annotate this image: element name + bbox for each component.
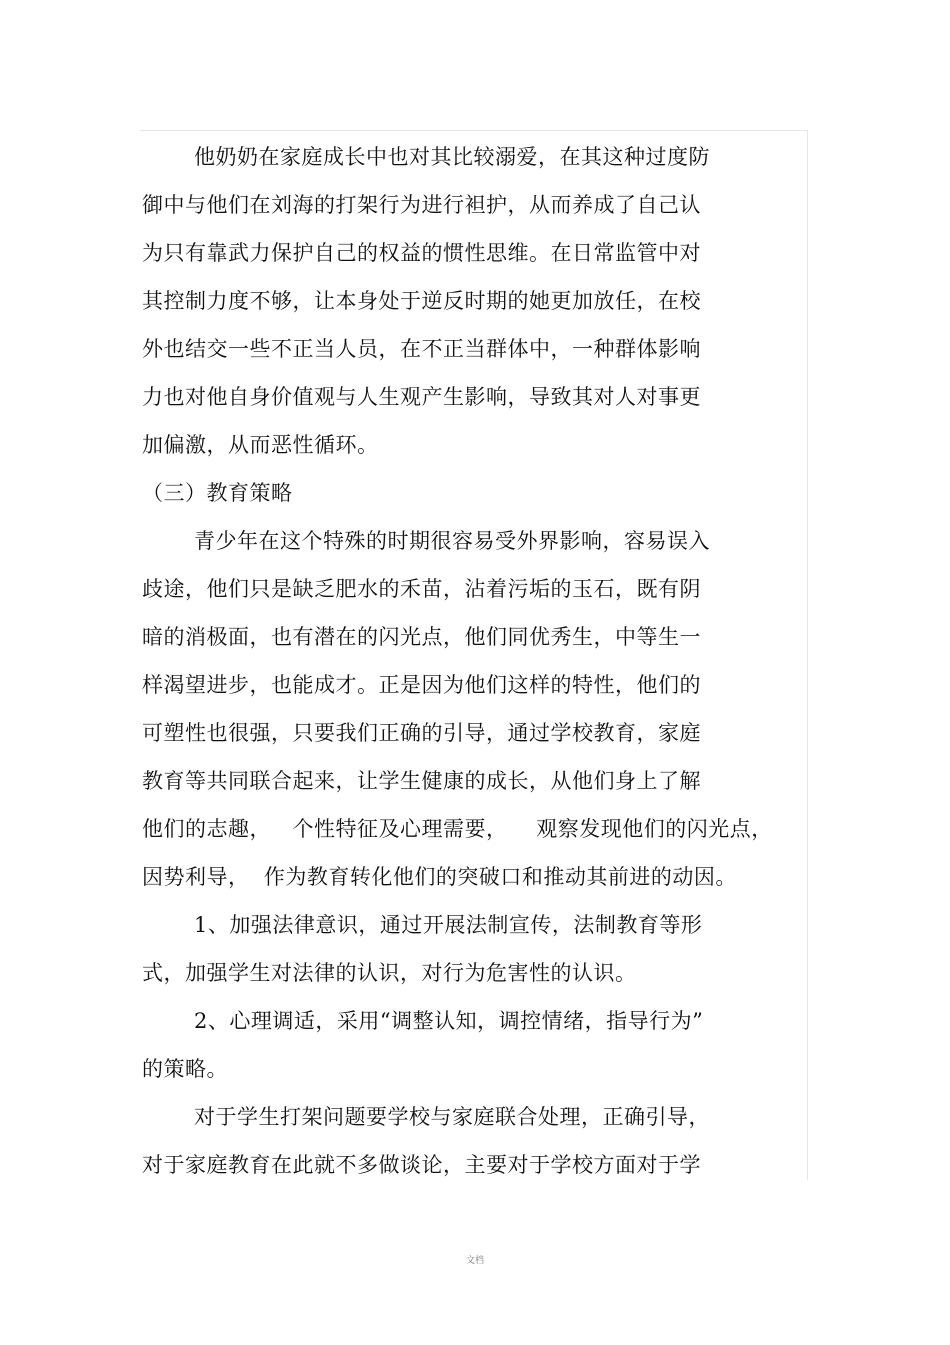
list-item: 2、心理调适，采用“调整认知，调控情绪，指导行为” (194, 1009, 704, 1033)
text-line: 为只有靠武力保护自己的权益的惯性思维。在日常监管中对 (142, 241, 701, 265)
text-line: 样渴望进步，也能成才。正是因为他们这样的特性，他们的 (142, 673, 701, 697)
text-line: 因势利导， 作为教育转化他们的突破口和推动其前进的动因。 (142, 865, 737, 889)
text-line: 力也对他自身价值观与人生观产生影响，导致其对人对事更 (142, 385, 701, 409)
text-line: 的策略。 (142, 1057, 228, 1081)
text-line: 加偏激，从而恶性循环。 (142, 433, 379, 457)
text-line: 可塑性也很强，只要我们正确的引导，通过学校教育，家庭 (142, 721, 701, 745)
text-line: 暗的消极面，也有潜在的闪光点，他们同优秀生，中等生一 (142, 625, 701, 649)
text-line: 其控制力度不够，让本身处于逆反时期的她更加放任，在校 (142, 289, 701, 313)
text-line: 他奶奶在家庭成长中也对其比较溺爱，在其这种过度防 (194, 145, 710, 169)
text-line: 御中与他们在刘海的打架行为进行袒护，从而养成了自己认 (142, 193, 701, 217)
text-line: 对于家庭教育在此就不多做谈论，主要对于学校方面对于学 (142, 1153, 701, 1177)
text-line: 外也结交一些不正当人员，在不正当群体中，一种群体影响 (142, 337, 701, 361)
text-line: 青少年在这个特殊的时期很容易受外界影响，容易误入 (194, 529, 710, 553)
list-item: 1、加强法律意识，通过开展法制宣传，法制教育等形 (194, 913, 703, 937)
section-heading: （三）教育策略 (142, 481, 293, 505)
page-footer: 文档 (465, 1256, 484, 1266)
text-line: 他们的志趣， 个性特征及心理需要， 观察发现他们的闪光点， (142, 817, 773, 841)
text-line: 对于学生打架问题要学校与家庭联合处理，正确引导， (194, 1105, 710, 1129)
text-line: 教育等共同联合起来，让学生健康的成长，从他们身上了解 (142, 769, 701, 793)
text-line: 歧途，他们只是缺乏肥水的禾苗，沾着污垢的玉石，既有阴 (142, 577, 701, 601)
text-line: 式，加强学生对法律的认识，对行为危害性的认识。 (142, 961, 637, 985)
